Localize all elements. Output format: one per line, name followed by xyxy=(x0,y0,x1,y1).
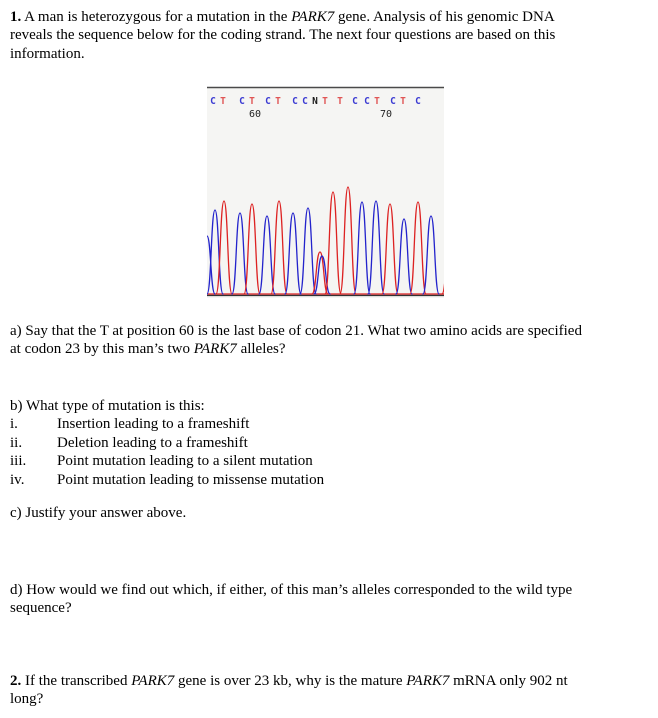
sequence-letter-C: C xyxy=(302,96,308,107)
text-line: d) How would we find out which, if either, of this man’s alleles corresponded to the wild type xyxy=(10,582,573,598)
list-item xyxy=(10,434,650,452)
sequence-letter-T: T xyxy=(220,96,226,107)
position-label-70: 70 xyxy=(379,109,393,120)
sequence-letter-C: C xyxy=(292,96,298,107)
text-line: reveals the sequence below for the coding strand. The next four questions are based on this xyxy=(10,27,556,44)
sequence-letter-C: C xyxy=(364,96,370,107)
sequence-letter-C: C xyxy=(210,96,216,107)
list-item-numeral: ii. xyxy=(10,434,23,451)
text-line: at codon 23 by this man’s two PARK7 alleles? xyxy=(10,341,286,358)
question-b-block xyxy=(10,397,650,489)
question-2-paragraph xyxy=(10,672,650,709)
sequence-letter-C: C xyxy=(239,96,245,107)
sequence-letters-row xyxy=(210,96,421,107)
list-item-text: Point mutation leading to missense mutation xyxy=(57,471,325,488)
sequence-letter-T: T xyxy=(374,96,380,107)
question-1-paragraph xyxy=(10,8,650,63)
list-item-text: Insertion leading to a frameshift xyxy=(57,416,250,433)
text-line: information. xyxy=(10,45,85,62)
sequence-letter-N: N xyxy=(312,96,318,107)
text-line: 2. If the transcribed PARK7 gene is over 23 kb, why is the mature PARK7 mRNA only 902 nt xyxy=(10,673,568,689)
sequence-letter-C: C xyxy=(265,96,271,107)
sequence-letter-T: T xyxy=(249,96,255,107)
question-c-paragraph: c) Justify your answer above. xyxy=(10,505,187,521)
sequence-letter-T: T xyxy=(322,96,328,107)
chromatogram-trace xyxy=(207,86,444,299)
sequence-letter-T: T xyxy=(400,96,406,107)
question-b-heading: b) What type of mutation is this: xyxy=(10,398,205,414)
text-line: long? xyxy=(10,691,44,708)
list-item-numeral: i. xyxy=(10,416,18,433)
position-label-60: 60 xyxy=(248,109,262,120)
sequence-letter-T: T xyxy=(337,96,343,107)
question-a-paragraph xyxy=(10,322,650,359)
list-item xyxy=(10,471,650,489)
text-line: a) Say that the T at position 60 is the last base of codon 21. What two amino acids are specified xyxy=(10,323,582,339)
sequence-letter-T: T xyxy=(275,96,281,107)
list-item xyxy=(10,415,650,433)
list-item-numeral: iii. xyxy=(10,453,27,470)
chromatogram-figure xyxy=(207,86,444,299)
text-line: 1. A man is heterozygous for a mutation in the PARK7 gene. Analysis of his genomic DNA xyxy=(10,9,555,25)
list-item-numeral: iv. xyxy=(10,471,25,488)
list-item-text: Point mutation leading to a silent mutation xyxy=(57,453,313,470)
question-d-paragraph xyxy=(10,581,650,618)
list-item-text: Deletion leading to a frameshift xyxy=(57,434,248,451)
text-line: sequence? xyxy=(10,600,72,617)
list-item xyxy=(10,452,650,470)
sequence-letter-C: C xyxy=(352,96,358,107)
sequence-letter-C: C xyxy=(415,96,421,107)
sequence-letter-C: C xyxy=(390,96,396,107)
